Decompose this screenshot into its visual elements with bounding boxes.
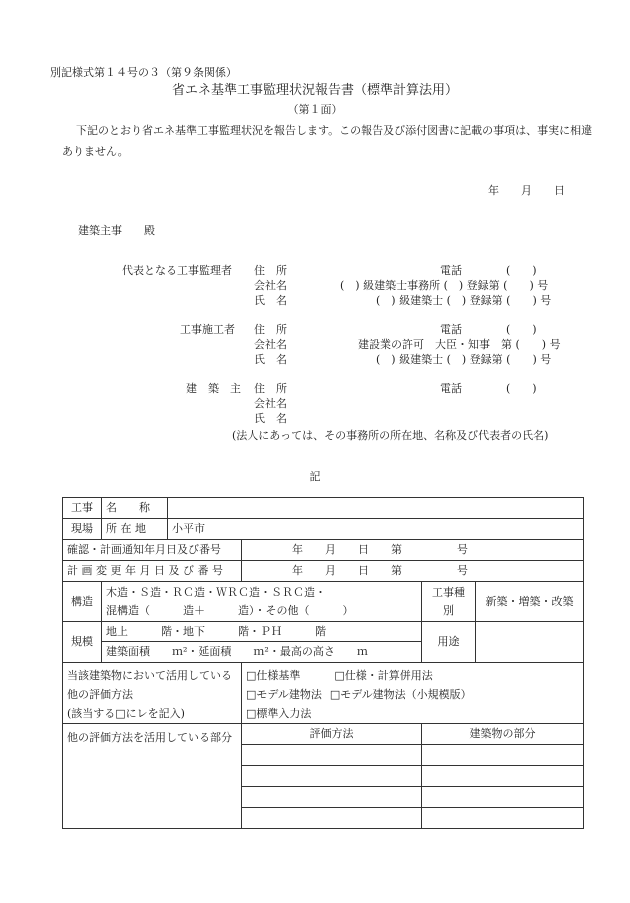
structure-label: 構造	[63, 582, 102, 622]
supervisor-name-label: 氏 名	[254, 294, 287, 307]
option-model-small-checkbox[interactable]: □モデル建物法（小規模版）	[329, 688, 472, 701]
supervisor-address-label: 住 所	[254, 264, 287, 277]
builder-label: 工事施工者	[180, 323, 235, 336]
eval-method-cell[interactable]	[242, 787, 422, 808]
site-location-label: 所 在 地	[102, 519, 168, 540]
owner-phone-paren: ( )	[506, 382, 537, 395]
intro-paragraph: 下記のとおり省エネ基準工事監理状況を報告します。この報告及び添付図書に記載の事項は、事実に相違ありません。	[62, 124, 593, 158]
other-methods-label: 当該建築物において活用している他の評価方法	[67, 669, 232, 701]
supervisor-name-line: ( ) 級建築士 ( ) 登録第 ( ) 号	[376, 294, 552, 307]
site-label-top: 工事	[63, 498, 102, 519]
ki-heading: 記	[309, 470, 321, 483]
site-label-bottom: 現場	[63, 519, 102, 540]
change-date-number[interactable]: 年 月 日 第 号	[242, 561, 584, 582]
structure-value[interactable]	[102, 582, 422, 622]
building-part-cell[interactable]	[422, 745, 584, 766]
option-model-checkbox[interactable]: □モデル建物法	[246, 688, 322, 701]
notice-date-number[interactable]: 年 月 日 第 号	[242, 540, 584, 561]
form-number: 別記様式第１４号の３（第９条関係）	[50, 66, 237, 79]
builder-company-line: 建設業の許可 大臣・知事 第 ( ) 号	[358, 338, 561, 351]
use-label: 用途	[422, 622, 476, 663]
builder-name-label: 氏 名	[254, 353, 287, 366]
builder-company-label: 会社名	[254, 338, 287, 351]
report-date: 年 月 日	[488, 184, 565, 197]
addressee: 建築主事 殿	[78, 224, 155, 237]
building-part-cell[interactable]	[422, 787, 584, 808]
report-table	[62, 497, 584, 829]
supervisor-label: 代表となる工事監理者	[122, 264, 232, 277]
supervisor-company-line: ( ) 級建築士事務所 ( ) 登録第 ( ) 号	[340, 279, 549, 292]
supervisor-phone-label: 電話	[440, 264, 462, 277]
scale-label: 規模	[63, 622, 102, 663]
structure-line-1: 木造・Ｓ造・ＲＣ造・ＷＲＣ造・ＳＲＣ造・	[106, 586, 326, 599]
notice-label: 確認・計画通知年月日及び番号	[63, 540, 242, 561]
eval-method-header: 評価方法	[242, 724, 422, 745]
structure-line-2: 混構造（ 造＋ 造）・その他（ ）	[106, 604, 354, 617]
builder-name-line: ( ) 級建築士 ( ) 登録第 ( ) 号	[376, 353, 552, 366]
owner-company-label: 会社名	[254, 397, 287, 410]
other-methods-options	[242, 663, 584, 724]
work-type-value[interactable]: 新築・増築・改築	[476, 582, 584, 622]
building-part-cell[interactable]	[422, 808, 584, 829]
other-methods-cell	[63, 663, 242, 724]
change-label: 計 画 変 更 年 月 日 及 び 番 号	[63, 561, 242, 582]
option-spec-calc-checkbox[interactable]: □仕様・計算併用法	[334, 669, 433, 682]
owner-label: 建 築 主	[186, 382, 241, 395]
supervisor-company-label: 会社名	[254, 279, 287, 292]
builder-phone-label: 電話	[440, 323, 462, 336]
owner-address-label: 住 所	[254, 382, 287, 395]
scale-line-1: 地上 階・地下 階・ＰＨ 階	[102, 622, 421, 642]
other-methods-note: (該当する□にレを記入)	[67, 707, 185, 720]
owner-name-label: 氏 名	[254, 412, 287, 425]
eval-method-cell[interactable]	[242, 745, 422, 766]
work-type-label: 工事種別	[422, 582, 476, 622]
parts-label: 他の評価方法を活用している部分	[63, 724, 242, 829]
supervisor-phone-paren: ( )	[506, 264, 537, 277]
eval-method-cell[interactable]	[242, 808, 422, 829]
builder-address-label: 住 所	[254, 323, 287, 336]
eval-method-cell[interactable]	[242, 766, 422, 787]
use-value[interactable]	[476, 622, 584, 663]
site-name-value[interactable]	[168, 498, 584, 519]
option-spec-checkbox[interactable]: □仕様基準	[246, 669, 301, 682]
corporation-note: (法人にあっては、その事務所の所在地、名称及び代表者の氏名)	[232, 429, 549, 442]
builder-phone-paren: ( )	[506, 323, 537, 336]
option-standard-checkbox[interactable]: □標準入力法	[246, 707, 312, 720]
owner-phone-label: 電話	[440, 382, 462, 395]
building-part-header: 建築物の部分	[422, 724, 584, 745]
page-indicator: （第１面）	[287, 103, 343, 116]
building-part-cell[interactable]	[422, 766, 584, 787]
site-location-value[interactable]: 小平市	[168, 519, 584, 540]
site-name-label: 名 称	[102, 498, 168, 519]
scale-value[interactable]	[102, 622, 422, 663]
scale-line-2: 建築面積 ｍ²・延面積 ｍ²・最高の高さ ｍ	[106, 645, 368, 658]
form-title: 省エネ基準工事監理状況報告書（標準計算法用）	[171, 83, 458, 98]
